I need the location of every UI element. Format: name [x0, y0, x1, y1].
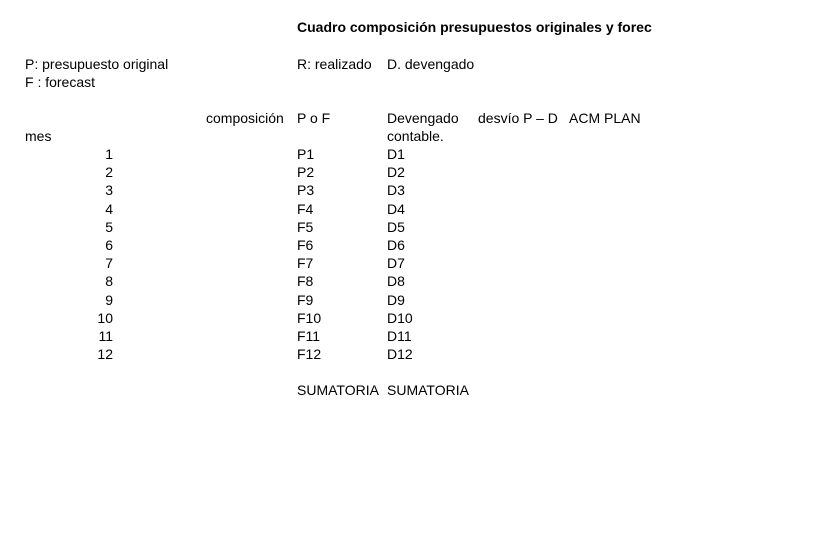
- table-row-devengado: D2: [387, 164, 405, 180]
- table-row-p-o-f: F9: [297, 292, 314, 308]
- table-row-devengado: D3: [387, 182, 405, 198]
- header-mes: mes: [25, 128, 52, 144]
- table-row-p-o-f: F7: [297, 255, 314, 271]
- table-row-mes: 7: [105, 255, 113, 271]
- total-devengado: SUMATORIA: [387, 382, 469, 398]
- table-row-devengado: D7: [387, 255, 405, 271]
- table-row-p-o-f: F8: [297, 273, 314, 289]
- table-row-mes: 2: [105, 164, 113, 180]
- page-title: Cuadro composición presupuestos originales y forec: [297, 19, 652, 35]
- table-row-p-o-f: F11: [297, 328, 321, 344]
- table-row-p-o-f: P2: [297, 164, 315, 180]
- table-row-devengado: D8: [387, 273, 405, 289]
- header-acm-plan: ACM PLAN: [569, 110, 641, 126]
- table-row-mes: 3: [105, 182, 113, 198]
- table-row-p-o-f: F4: [297, 201, 314, 217]
- legend-devengado: D. devengado: [387, 56, 475, 72]
- table-row-mes: 6: [105, 237, 113, 253]
- legend-realizado: R: realizado: [297, 56, 372, 72]
- header-p-o-f: P o F: [297, 110, 331, 126]
- header-desvio: desvío P – D: [478, 110, 558, 126]
- table-row-mes: 9: [105, 292, 113, 308]
- header-composicion: composición: [206, 110, 284, 126]
- table-row-mes: 4: [105, 201, 113, 217]
- table-row-devengado: D12: [387, 346, 413, 362]
- table-row-p-o-f: F12: [297, 346, 322, 362]
- header-devengado: Devengado: [387, 110, 459, 126]
- table-row-mes: 1: [105, 146, 113, 162]
- table-row-p-o-f: P3: [297, 182, 315, 198]
- table-row-mes: 12: [97, 346, 113, 362]
- table-row-devengado: D10: [387, 310, 413, 326]
- table-row-devengado: D11: [387, 328, 412, 344]
- table-row-p-o-f: F6: [297, 237, 314, 253]
- table-row-p-o-f: P1: [297, 146, 315, 162]
- table-row-mes: 10: [97, 310, 113, 326]
- table-row-mes: 8: [105, 273, 113, 289]
- table-row-devengado: D5: [387, 219, 405, 235]
- header-contable: contable.: [387, 128, 444, 144]
- legend-forecast: F : forecast: [25, 74, 96, 90]
- total-p-o-f: SUMATORIA: [297, 382, 379, 398]
- table-row-mes: 5: [105, 219, 113, 235]
- table-row-devengado: D6: [387, 237, 405, 253]
- legend-presupuesto: P: presupuesto original: [25, 56, 169, 72]
- table-row-mes: 11: [98, 328, 113, 344]
- table-row-devengado: D9: [387, 292, 405, 308]
- table-row-p-o-f: F5: [297, 219, 314, 235]
- table-row-devengado: D4: [387, 201, 405, 217]
- table-row-p-o-f: F10: [297, 310, 322, 326]
- table-row-devengado: D1: [387, 146, 405, 162]
